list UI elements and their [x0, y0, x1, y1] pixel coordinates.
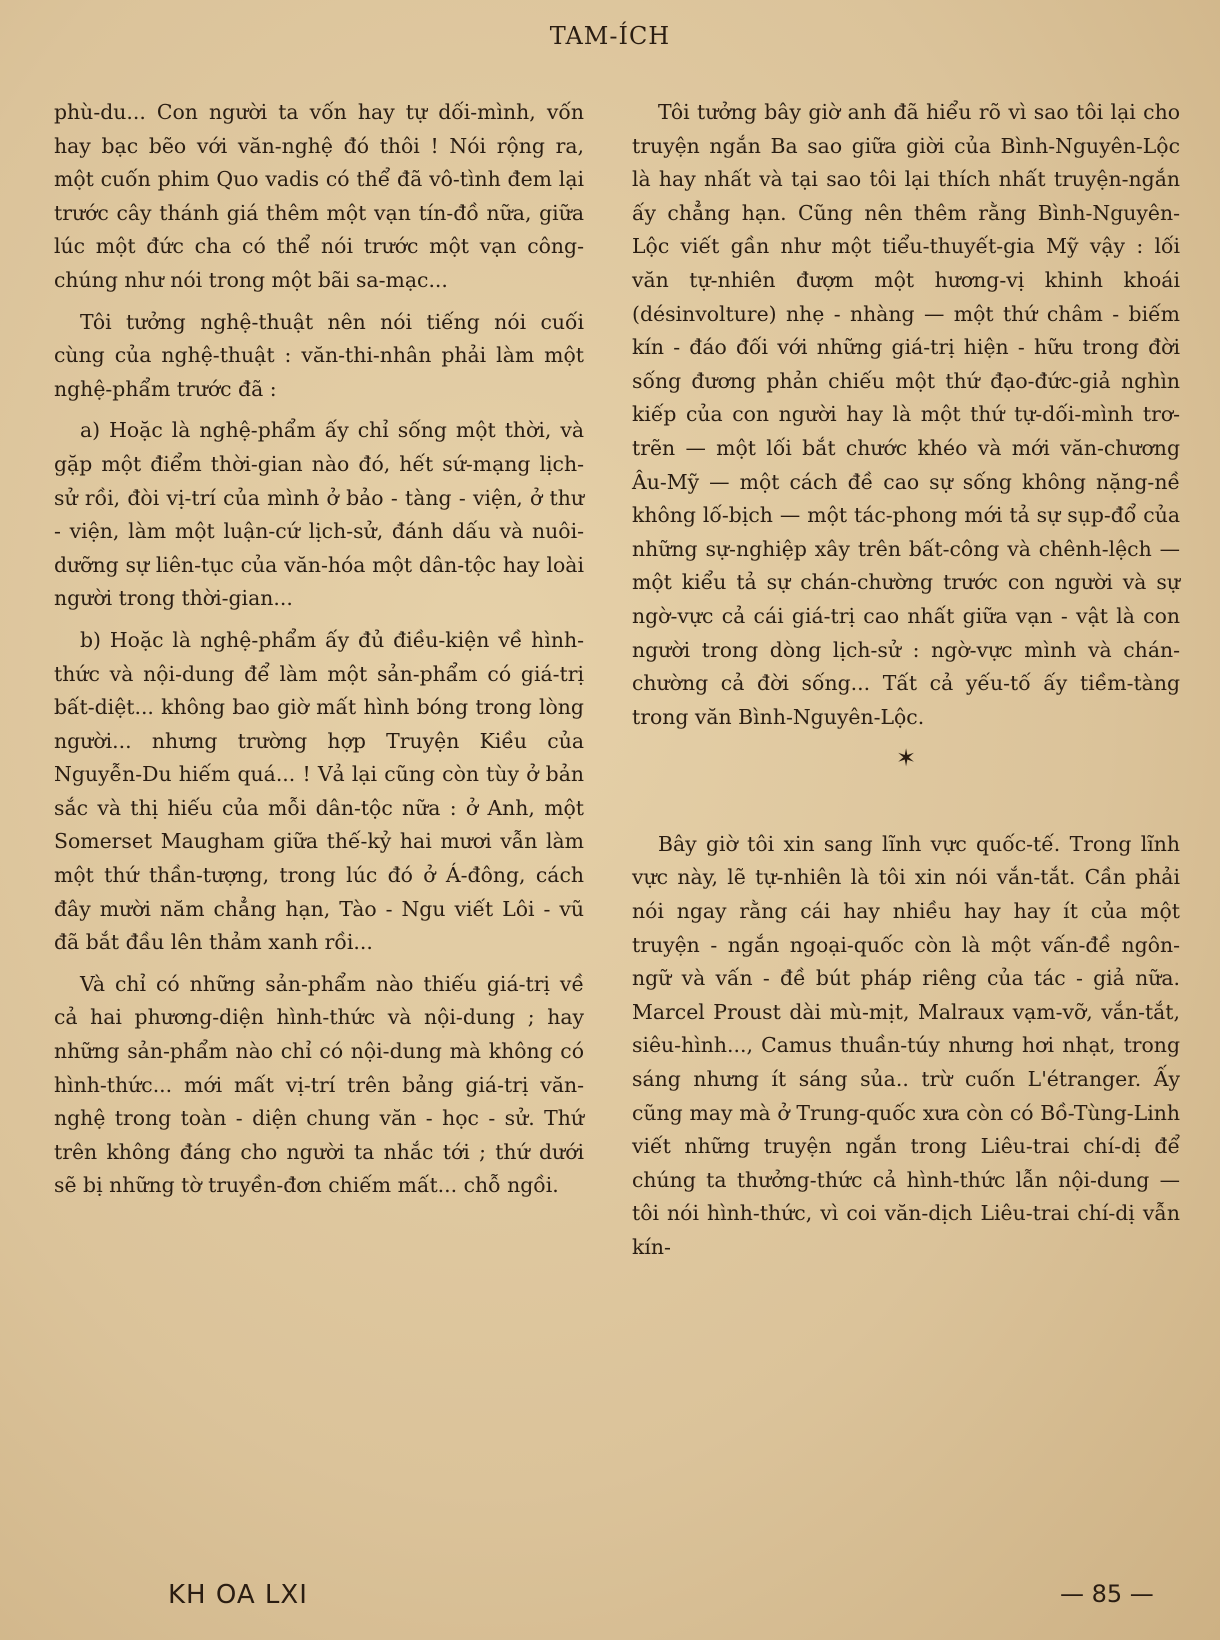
page-number: — 85 — [1060, 1580, 1154, 1608]
section-separator: ✶ [895, 744, 917, 773]
paragraph: Bây giờ tôi xin sang lĩnh vực quốc-tế. Trong lĩnh vực này, lẽ tự-nhiên là tôi xin nói vắn-tắt. Cần phải nói ngay rằng cái hay nhiều hay hay ít của một truyện - ngắn ngoại-quốc còn là một vấn-đề ngôn-ngữ và vấn - đề bút pháp riêng của tác - giả nữa. Marcel Proust dài mù-mịt, Malraux vạm-vỡ, vắn-tắt, siêu-hình..., Camus thuần-túy nhưng hơi nhạt, trong sáng nhưng ít sáng sủa.. trừ cuốn L'étranger. Ấy cũng may mà ở Trung-quốc xưa còn có Bồ-Tùng-Linh viết những truyện ngắn trong Liêu-trai chí-dị để chúng ta thưởng-thức cả hình-thức lẫn nội-dung — tôi nói hình-thức, vì coi văn-dịch Liêu-trai chí-dị vẫn kín- [632, 831, 1180, 1259]
paragraph: Tôi tưởng bây giờ anh đã hiểu rõ vì sao tôi lại cho truyện ngắn Ba sao giữa giời của Bình-Nguyên-Lộc là hay nhất và tại sao tôi lại thích nhất truyện-ngắn ấy chẳng hạn. Cũng nên thêm rằng Bình-Nguyên-Lộc viết gần như một tiểu-thuyết-gia Mỹ vậy : lối văn tự-nhiên đượm một hương-vị khinh khoái (désinvolture) nhẹ - nhàng — một thứ châm - biếm kín - đáo đối với những giá-trị hiện - hữu trong đời sống đương phản chiếu một thứ đạo-đức-giả nghìn kiếp của con người hay là một thứ tự-dối-mình trơ-trẽn — một lối bắt chước khéo và mới văn-chương Âu-Mỹ — một cách đề cao sự sống không nặng-nề không lố-bịch — một tác-phong mới tả sự sụp-đổ của những sự-nghiệp xây trên bất-công và chênh-lệch — một kiểu tả sự chán-chường trước con người và sự ngờ-vực cả cái giá-trị cao nhất giữa vạn - vật là con người trong dòng lịch-sử : ngờ-vực mình và chán-chường cả đời sống... Tất cả yếu-tố ấy tiềm-tàng trong văn Bình-Nguyên-Lộc. [632, 100, 1180, 729]
left-column [54, 96, 584, 1211]
paragraph: Tôi tưởng nghệ-thuật nên nói tiếng nói cuối cùng của nghệ-thuật : văn-thi-nhân phải làm một nghệ-phẩm trước đã : [54, 309, 584, 401]
paragraph: phù-du... Con người ta vốn hay tự dối-mình, vốn hay bạc bẽo với văn-nghệ đó thôi ! Nói rộng ra, một cuốn phim Quo vadis có thể đã vô-tình đem lại trước cây thánh giá thêm một vạn tín-đồ nữa, giữa lúc một đức cha có thể nói trước một vạn công-chúng như nói trong một bãi sa-mạc... [54, 100, 584, 292]
right-column [632, 96, 1180, 1273]
running-header: TAM-ÍCH [549, 22, 671, 50]
paragraph: Và chỉ có những sản-phẩm nào thiếu giá-trị về cả hai phương-diện hình-thức và nội-dung ; hay những sản-phẩm nào chỉ có nội-dung mà không có hình-thức... mới mất vị-trí trên bảng giá-trị văn-nghệ trong toàn - diện chung văn - học - sử. Thứ trên không đáng cho người ta nhắc tới ; thứ dưới sẽ bị những tờ truyền-đơn chiếm mất... chỗ ngồi. [54, 971, 584, 1198]
magazine-footer: KH OA LXI [168, 1580, 308, 1610]
paragraph: a) Hoặc là nghệ-phẩm ấy chỉ sống một thời, và gặp một điểm thời-gian nào đó, hết sứ-mạng lịch-sử rồi, đòi vị-trí của mình ở bảo - tàng - viện, ở thư - viện, làm một luận-cứ lịch-sử, đánh dấu và nuôi-dưỡng sự liên-tục của văn-hóa một dân-tộc hay loài người trong thời-gian... [54, 418, 584, 611]
paragraph: b) Hoặc là nghệ-phẩm ấy đủ điều-kiện về hình-thức và nội-dung để làm một sản-phẩm có giá-trị bất-diệt... không bao giờ mất hình bóng trong lòng người... nhưng trường hợp Truyện Kiều của Nguyễn-Du hiếm quá... ! Vả lại cũng còn tùy ở bản sắc và thị hiếu của mỗi dân-tộc nữa : ở Anh, một Somerset Maugham giữa thế-kỷ hai mươi vẫn làm một thứ thần-tượng, trong lúc đó ở Á-đông, cách đây mười năm chẳng hạn, Tào - Ngu viết Lôi - vũ đã bắt đầu lên thảm xanh rồi... [54, 627, 584, 955]
